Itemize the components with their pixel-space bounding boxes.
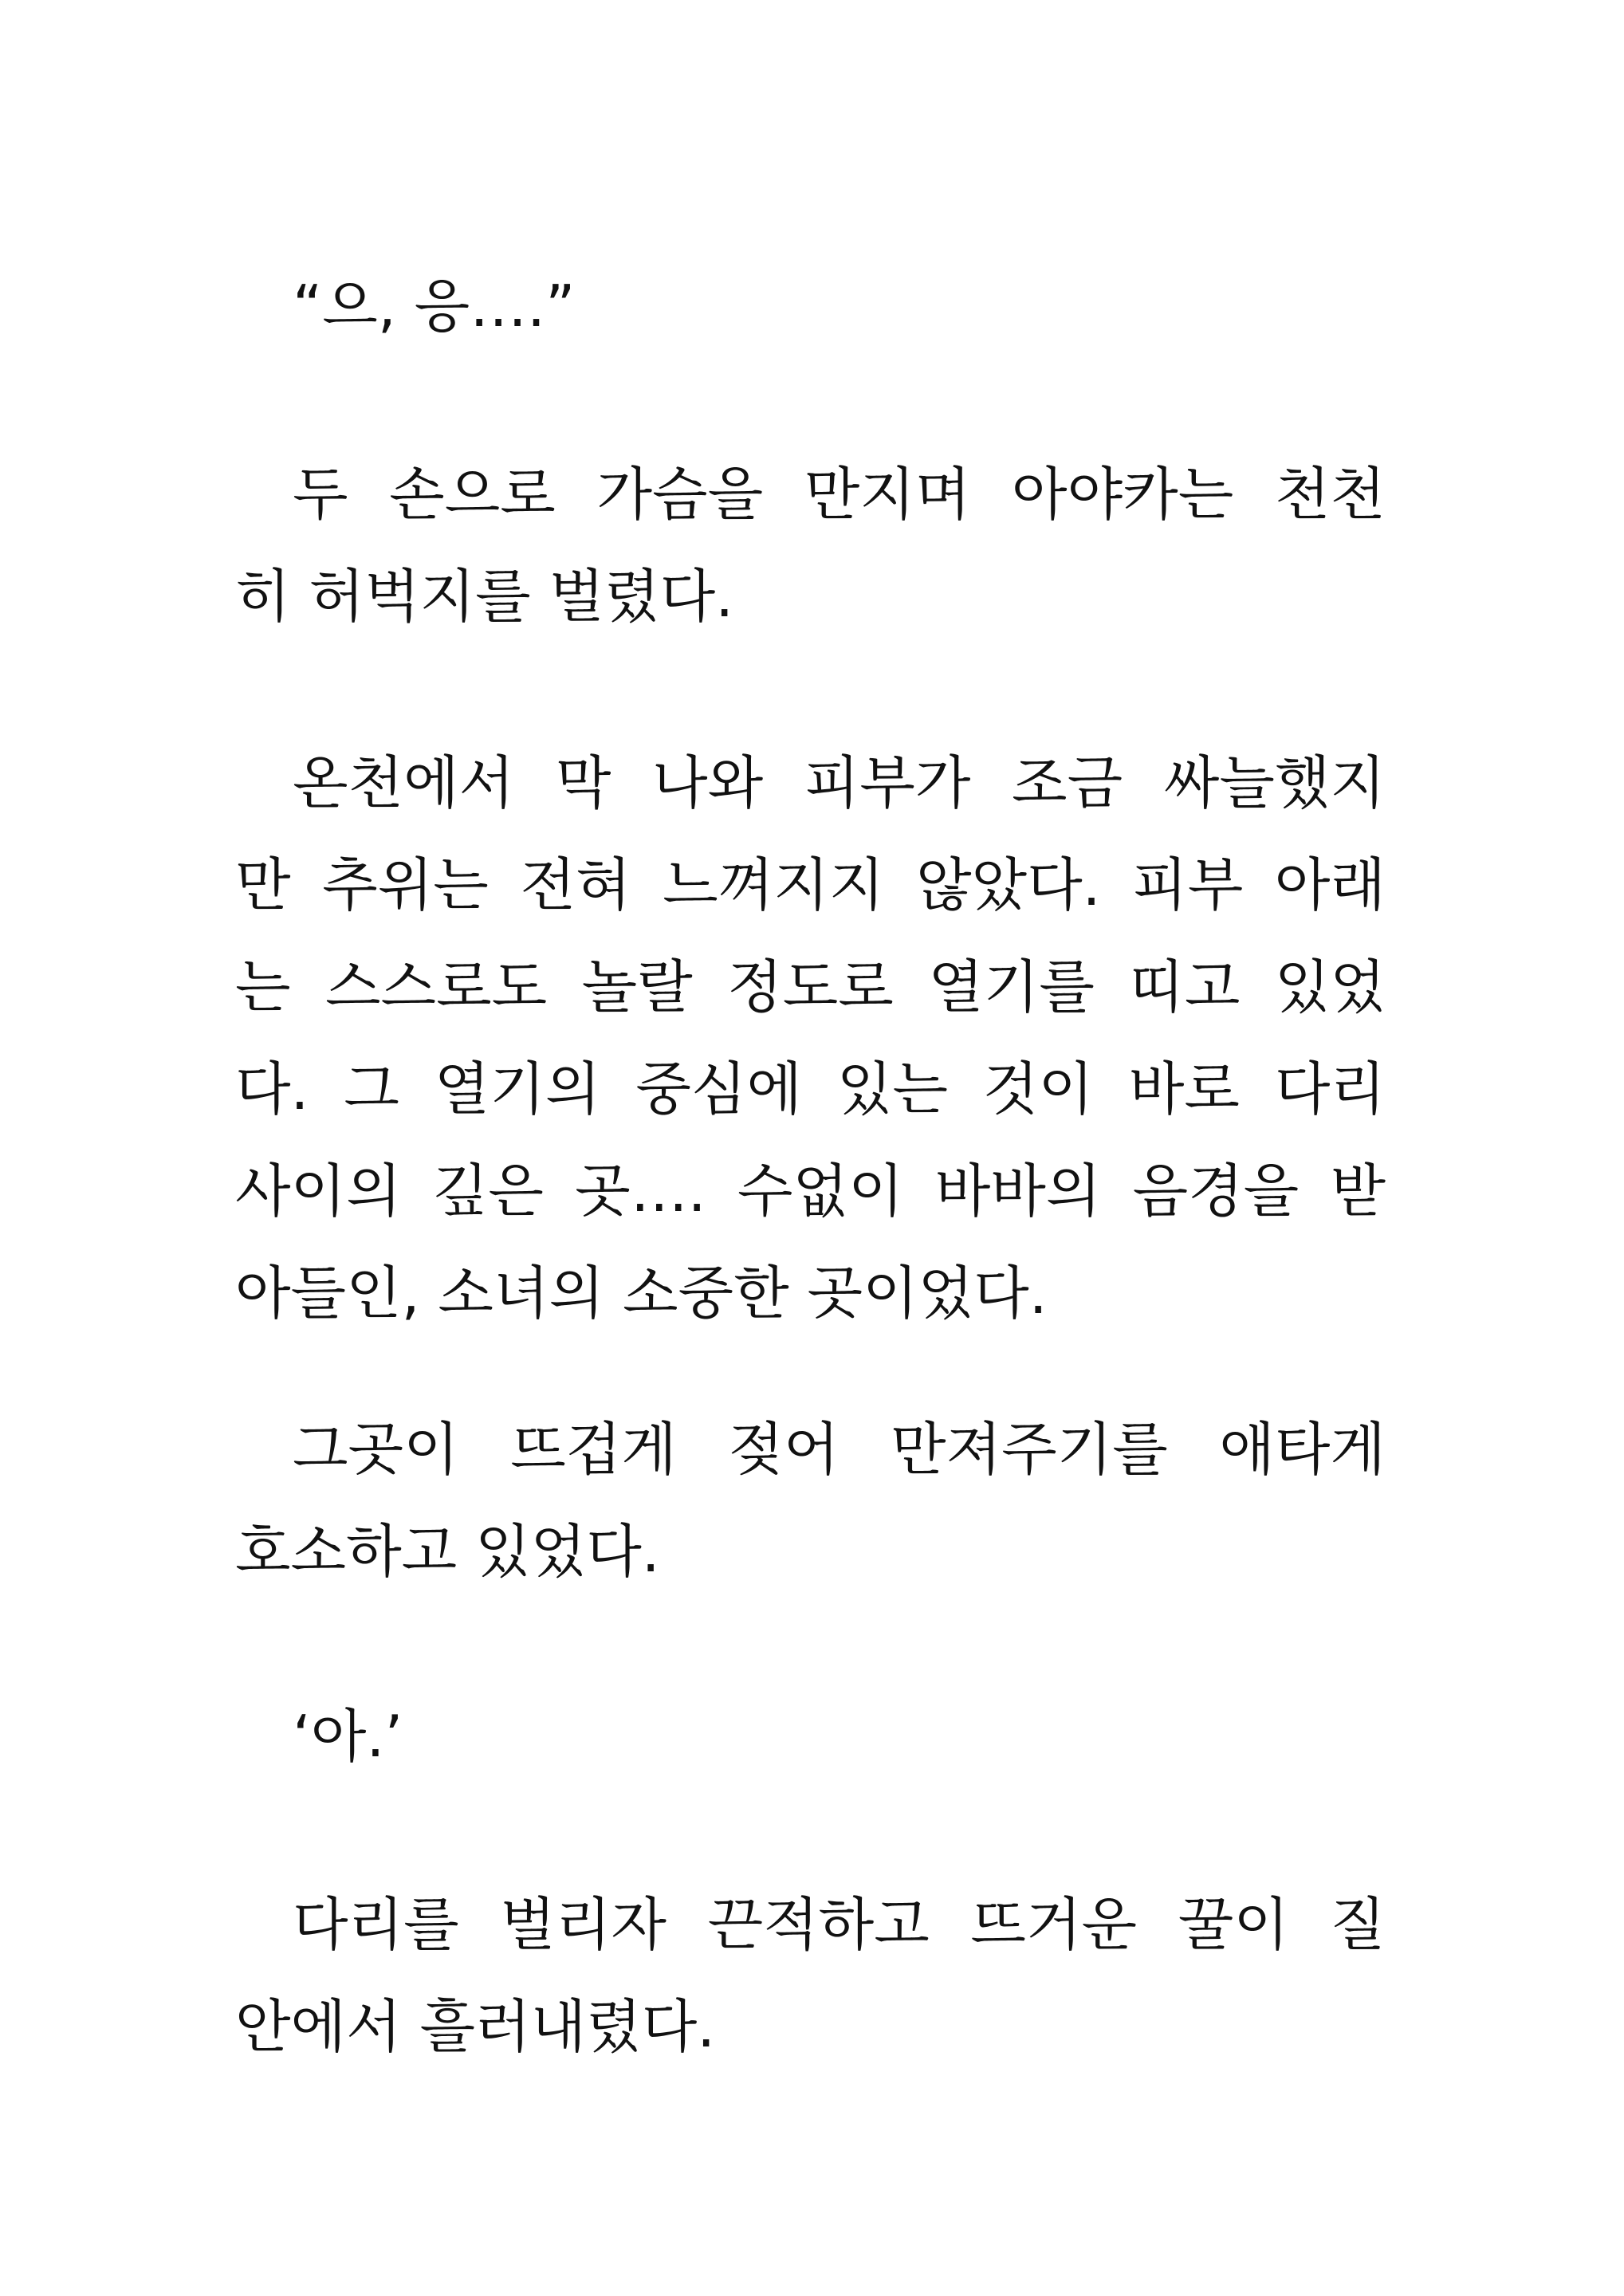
text-line: 두 손으로 가슴을 만지며 아야카는 천천 [293,461,1386,528]
text-line: 다. 그 열기의 중심에 있는 것이 바로 다리 [235,1056,1386,1122]
text-line: 는 스스로도 놀랄 정도로 열기를 띠고 있었 [235,953,1386,1020]
text-line: 만 추위는 전혀 느껴지지 않았다. 피부 아래 [235,851,1386,918]
text-line: 호소하고 있었다. [235,1518,660,1585]
text-line: 히 허벅지를 벌렸다. [235,563,734,630]
text-line: 아들인, 소녀의 소중한 곳이었다. [235,1260,1048,1327]
text-line: ‘아.’ [293,1703,403,1770]
paragraph-1 [235,255,1386,357]
text-line: 안에서 흘러내렸다. [235,1993,716,2060]
text-line: 다리를 벌리자 끈적하고 뜨거운 꿀이 질 [293,1891,1386,1958]
text-line: “으, 응….” [293,273,576,340]
paragraph-2 [235,443,1386,647]
text-line: 온천에서 막 나와 피부가 조금 싸늘했지 [293,749,1386,816]
paragraph-5 [235,1685,1386,1787]
paragraph-6 [235,1873,1386,2078]
paragraph-4 [235,1398,1386,1602]
text-line: 그곳이 뜨겁게 젖어 만져주기를 애타게 [293,1416,1386,1483]
paragraph-3 [235,732,1386,1344]
text-line: 사이의 깊은 곳…. 수없이 바바의 음경을 받 [235,1158,1386,1225]
